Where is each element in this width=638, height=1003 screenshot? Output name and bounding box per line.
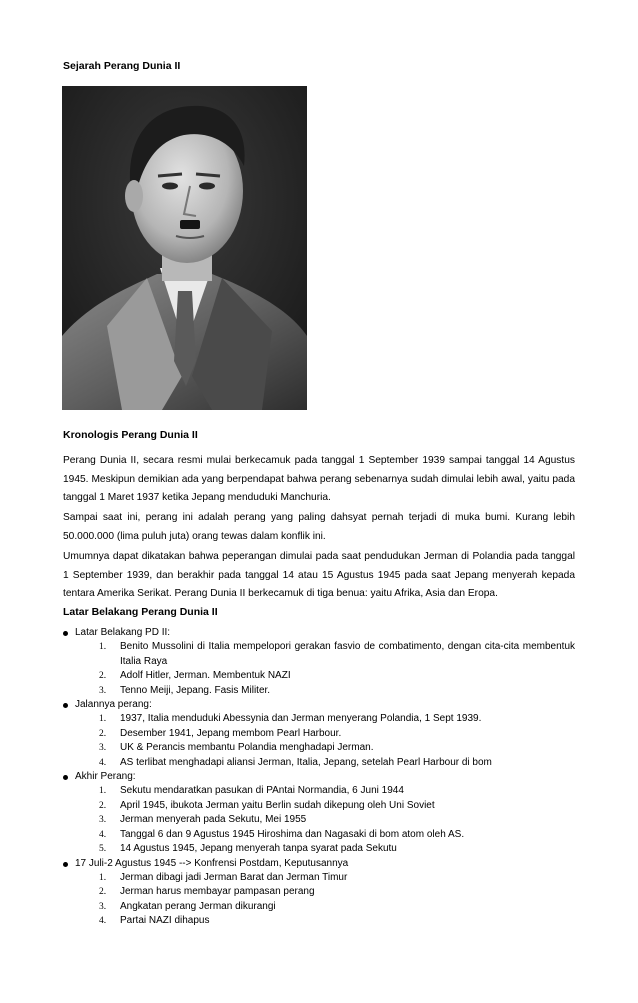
item-number: 4.	[99, 916, 107, 926]
item-number: 2.	[99, 671, 107, 681]
item-number: 5.	[99, 844, 107, 854]
item-text: Benito Mussolini di Italia mempelopori gerakan fasvio de combatimento, dengan cita-cita membentuk Italia Raya	[120, 641, 575, 667]
bullet-icon	[63, 775, 68, 780]
list-item	[63, 871, 575, 886]
item-text: Angkatan perang Jerman dikurangi	[120, 900, 276, 912]
bullet-item	[63, 857, 575, 871]
bullet-item	[63, 626, 575, 640]
list-item	[63, 900, 575, 915]
bullet-item	[63, 770, 575, 784]
bullet-label: Latar Belakang PD II:	[75, 627, 171, 638]
bullet-list	[63, 626, 575, 929]
list-item	[63, 885, 575, 900]
section-heading-kronologis: Kronologis Perang Dunia II	[63, 429, 198, 441]
list-item	[63, 640, 575, 669]
list-item	[63, 842, 575, 857]
portrait-photo	[62, 86, 307, 410]
paragraph-3: Umumnya dapat dikatakan bahwa peperangan dimulai pada saat pendudukan Jerman di Polandia pada tanggal 1 September 1939, dan berakhir pada tanggal 14 atau 15 Agustus 1945 pada saat Jepang menyerah kepada tentara Amerika Serikat. Perang Dunia II berkecamuk di tiga benua: yaitu Afrika, Asia dan Eropa.	[63, 551, 575, 599]
item-number: 1.	[99, 786, 107, 796]
list-item	[63, 727, 575, 742]
item-text: April 1945, ibukota Jerman yaitu Berlin sudah dikepung oleh Uni Soviet	[120, 799, 435, 811]
bullet-label: Akhir Perang:	[75, 771, 136, 782]
item-number: 1.	[99, 642, 107, 652]
item-number: 3.	[99, 743, 107, 753]
bullet-item	[63, 698, 575, 712]
list-item	[63, 813, 575, 828]
bullet-icon	[63, 631, 68, 636]
item-number: 2.	[99, 800, 107, 811]
item-number: 1.	[99, 872, 107, 883]
item-text: Jerman harus membayar pampasan perang	[120, 886, 315, 897]
item-number: 1.	[99, 714, 107, 724]
item-number: 3.	[99, 685, 107, 696]
item-text: 1937, Italia menduduki Abessynia dan Jerman menyerang Polandia, 1 Sept 1939.	[120, 713, 482, 724]
item-text: AS terlibat menghadapi aliansi Jerman, Italia, Jepang, setelah Pearl Harbour di bom	[120, 756, 492, 768]
paragraph-1: Perang Dunia II, secara resmi mulai berkecamuk pada tanggal 1 September 1939 sampai tanggal 14 Agustus 1945. Meskipun demikian ada yang berpendapat bahwa perang sebenarnya sudah dimulai lebih awal, yaitu pada tanggal 1 Maret 1937 ketika Jepang menduduki Manchuria.	[63, 455, 575, 503]
item-text: Partai NAZI dihapus	[120, 915, 210, 926]
list-item	[63, 828, 575, 843]
list-item	[63, 784, 575, 799]
item-text: Jerman menyerah pada Sekutu, Mei 1955	[120, 814, 307, 825]
list-item	[63, 669, 575, 684]
item-number: 4.	[99, 757, 107, 768]
bullet-label: 17 Juli-2 Agustus 1945 --> Konfrensi Postdam, Keputusannya	[75, 857, 349, 869]
item-text: Tanggal 6 dan 9 Agustus 1945 Hiroshima dan Nagasaki di bom atom oleh AS.	[120, 828, 465, 840]
portrait-image	[62, 86, 307, 410]
paragraph-2: Sampai saat ini, perang ini adalah perang yang paling dahsyat pernah terjadi di muka bumi. Kurang lebih 50.000.000 (lima puluh juta) orang tewas dalam konflik ini.	[63, 512, 575, 542]
item-text: Desember 1941, Jepang membom Pearl Harbour.	[120, 727, 342, 739]
list-item	[63, 914, 575, 929]
bullet-label: Jalannya perang:	[75, 699, 152, 710]
bullet-icon	[63, 703, 68, 708]
item-text: Jerman dibagi jadi Jerman Barat dan Jerman Timur	[120, 871, 348, 883]
list-item	[63, 741, 575, 756]
list-item	[63, 684, 575, 699]
item-text: UK & Perancis membantu Polandia menghadapi Jerman.	[120, 742, 374, 753]
item-number: 2.	[99, 887, 107, 897]
item-text: Adolf Hitler, Jerman. Membentuk NAZI	[120, 670, 291, 681]
list-item	[63, 756, 575, 771]
item-text: Sekutu mendaratkan pasukan di PAntai Normandia, 6 Juni 1944	[120, 785, 404, 796]
item-number: 4.	[99, 829, 107, 840]
item-number: 3.	[99, 901, 107, 912]
item-number: 3.	[99, 815, 107, 825]
section-heading-latar-belakang: Latar Belakang Perang Dunia II	[63, 606, 218, 618]
bullet-icon	[63, 862, 68, 867]
list-item	[63, 712, 575, 727]
document-title: Sejarah Perang Dunia II	[63, 60, 181, 72]
item-text: 14 Agustus 1945, Jepang menyerah tanpa syarat pada Sekutu	[120, 843, 397, 854]
list-item	[63, 799, 575, 814]
item-number: 2.	[99, 728, 107, 739]
item-text: Tenno Meiji, Jepang. Fasis Militer.	[120, 684, 271, 696]
